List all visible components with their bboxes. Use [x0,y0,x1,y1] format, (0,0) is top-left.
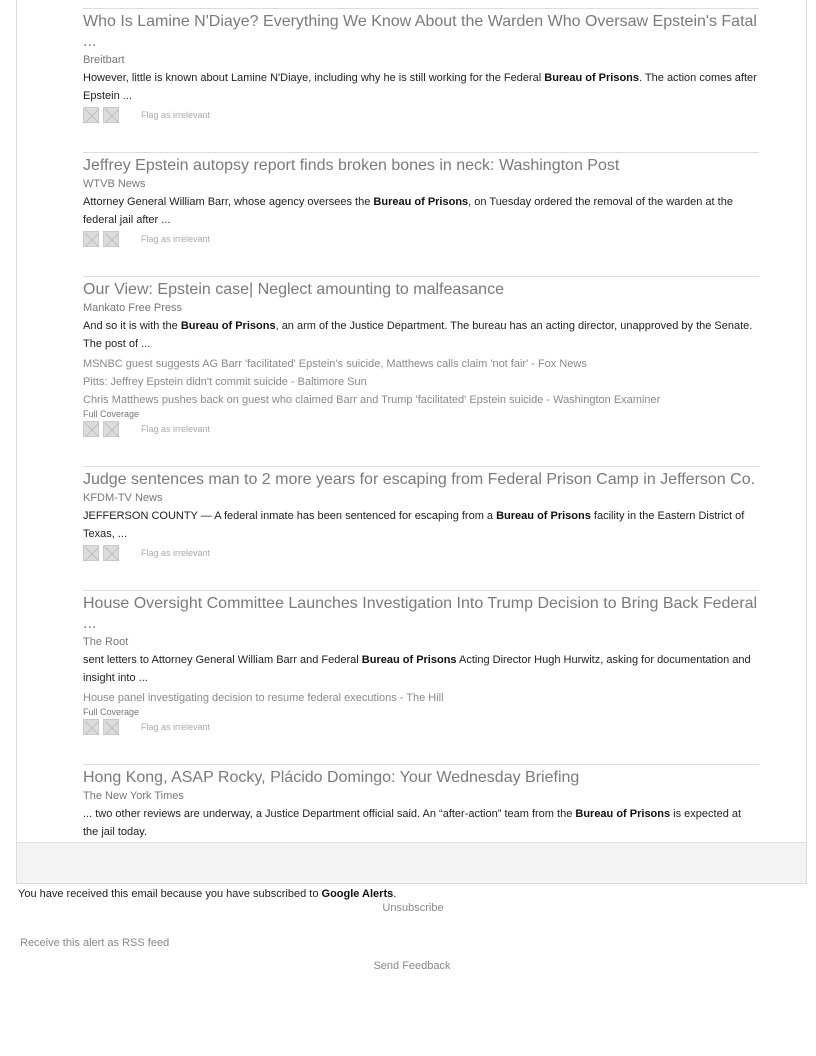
article-title-link[interactable]: Hong Kong, ASAP Rocky, Plácido Domingo: Your Wednesday Briefing [83,769,580,786]
flag-irrelevant-link[interactable]: Flag as irrelevant [141,548,211,558]
subscription-notice-text: You have received this email because you have subscribed to [18,888,322,900]
send-feedback-link[interactable]: Send Feedback [373,960,451,972]
thumb-up-icon[interactable] [83,719,99,735]
related-article-link[interactable]: MSNBC guest suggests AG Barr 'facilitated' Epstein's suicide, Matthews calls claim 'not fair' - Fox News [83,358,587,370]
subscription-notice-end: . [393,888,397,900]
article-snippet [83,508,759,543]
article-snippet [83,70,759,105]
snippet-keyword: Bureau of Prisons [180,320,276,332]
snippet-text: sent letters to Attorney General William Barr and Federal [83,654,362,666]
snippet-text: facility in the Eastern District of Texas, ... [83,510,745,540]
snippet-keyword: Bureau of Prisons [496,510,591,522]
thumb-up-icon[interactable] [83,231,99,247]
article-item [83,8,759,134]
snippet-text: , an arm of the Justice Department. The bureau has an acting director, unapproved by the Senate. The post of ... [83,320,753,350]
rss-feed-link[interactable]: Receive this alert as RSS feed [20,937,170,949]
article-list [83,8,759,888]
related-article-link[interactable]: Chris Matthews pushes back on guest who claimed Barr and Trump 'facilitated' Epstein suicide - Washington Examiner [83,394,661,406]
article-source: The New York Times [83,790,184,802]
snippet-text: . The action comes after Epstein ... [83,72,757,102]
thumb-down-icon[interactable] [103,545,119,561]
thumb-down-icon[interactable] [103,231,119,247]
snippet-text: JEFFERSON COUNTY — A federal inmate has been sentenced for escaping from a [83,510,497,522]
article-source: WTVB News [83,178,146,190]
article-title-link[interactable]: Who Is Lamine N'Diaye? Everything We Know About the Warden Who Oversaw Epstein's Fatal ... [83,13,757,50]
footer-band [17,842,806,883]
related-article-link[interactable]: House panel investigating decision to resume federal executions - The Hill [83,692,444,704]
full-coverage-link[interactable]: Full Coverage [83,409,140,419]
google-alerts-label: Google Alerts [321,888,394,900]
thumb-down-icon[interactable] [103,421,119,437]
snippet-text: Acting Director Hugh Hurwitz, asking for documentation and insight into ... [83,654,751,684]
article-actions [83,544,759,562]
article-actions [83,230,759,248]
flag-irrelevant-link[interactable]: Flag as irrelevant [141,424,211,434]
thumb-down-icon[interactable] [103,719,119,735]
article-source: Breitbart [83,54,125,66]
article-actions [83,420,759,438]
article-title-link[interactable]: Our View: Epstein case| Neglect amounting to malfeasance [83,281,504,298]
article-actions [83,718,759,736]
article-title-link[interactable]: Jeffrey Epstein autopsy report finds broken bones in neck: Washington Post [83,157,620,174]
full-coverage-link[interactable]: Full Coverage [83,707,140,717]
thumb-up-icon[interactable] [83,107,99,123]
snippet-keyword: Bureau of Prisons [373,196,469,208]
article-item [83,152,759,258]
unsubscribe-link[interactable]: Unsubscribe [382,902,444,914]
article-title-link[interactable]: House Oversight Committee Launches Investigation Into Trump Decision to Bring Back Federal ... [83,595,758,632]
article-snippet [83,318,759,353]
article-title-link[interactable]: Judge sentences man to 2 more years for escaping from Federal Prison Camp in Jefferson Co. [83,471,756,488]
article-item [83,590,759,746]
article-item [83,466,759,572]
related-article-link[interactable]: Pitts: Jeffrey Epstein didn't commit suicide - Baltimore Sun [83,376,367,388]
article-snippet [83,194,759,229]
snippet-text: is expected at the jail today. [83,808,742,838]
flag-irrelevant-link[interactable]: Flag as irrelevant [141,722,211,732]
snippet-keyword: Bureau of Prisons [361,654,457,666]
alert-container [16,0,807,884]
flag-irrelevant-link[interactable]: Flag as irrelevant [141,110,211,120]
snippet-keyword: Bureau of Prisons [575,808,671,820]
snippet-text: And so it is with the [83,320,181,332]
article-snippet [83,806,759,841]
snippet-text: However, little is known about Lamine N'Diaye, including why he is still working for the Federal [83,72,545,84]
thumb-up-icon[interactable] [83,545,99,561]
article-source: KFDM-TV News [83,492,163,504]
snippet-text: ... two other reviews are underway, a Justice Department official said. An “after-action” team from the [83,808,576,820]
article-actions [83,106,759,124]
article-source: Mankato Free Press [83,302,183,314]
snippet-keyword: Bureau of Prisons [544,72,640,84]
snippet-text: Attorney General William Barr, whose agency oversees the [83,196,374,208]
thumb-down-icon[interactable] [103,107,119,123]
subscription-notice [18,888,396,900]
article-snippet [83,652,759,687]
thumb-up-icon[interactable] [83,421,99,437]
snippet-text: , on Tuesday ordered the removal of the warden at the federal jail after ... [83,196,733,226]
flag-irrelevant-link[interactable]: Flag as irrelevant [141,234,211,244]
article-item [83,276,759,448]
article-source: The Root [83,636,129,648]
